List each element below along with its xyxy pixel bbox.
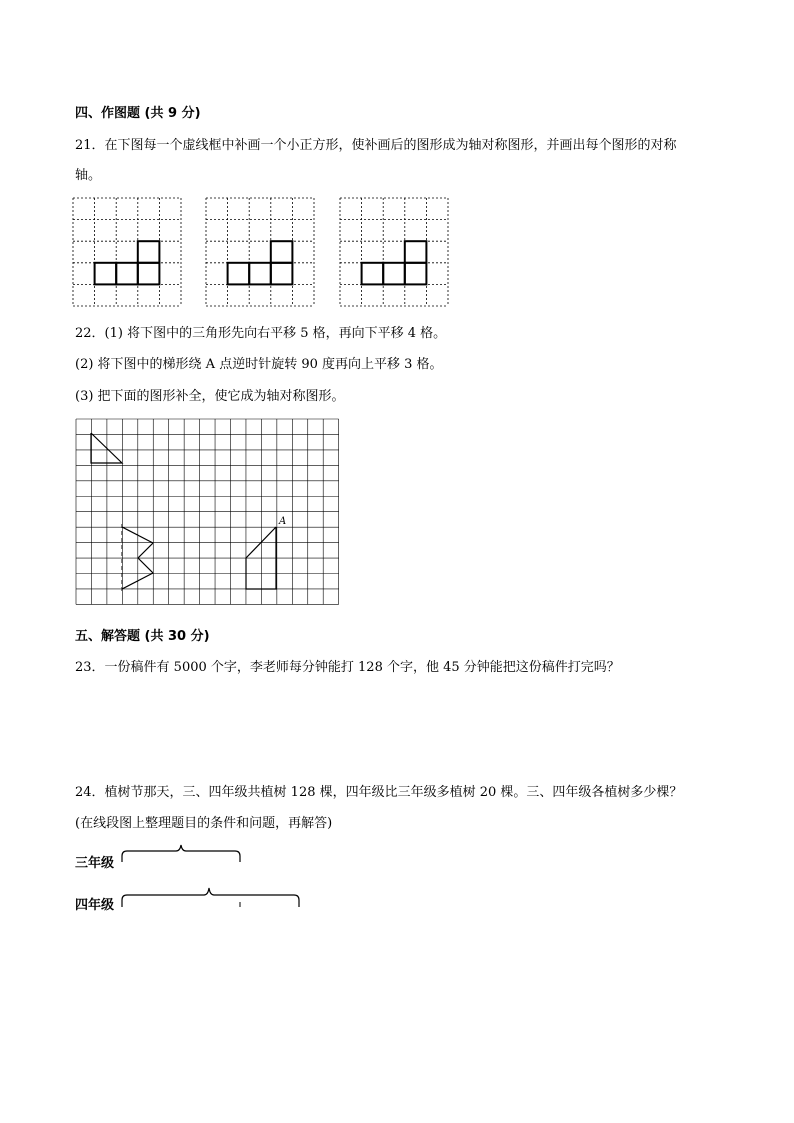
section-4-heading: 四、作图题 (共 9 分) xyxy=(75,106,201,121)
grade-3-label: 三年级 xyxy=(75,856,115,871)
section-5-heading: 五、解答题 (共 30 分) xyxy=(75,629,210,644)
question-21-line-1: 21．在下图每一个虚线框中补画一个小正方形，使补画后的图形成为轴对称图形，并画出每个图形的对称 xyxy=(75,138,677,153)
question-24-line-1: 24．植树节那天，三、四年级共植树 128 棵，四年级比三年级多植树 20 棵。三、四年级各植树多少棵？ xyxy=(75,785,683,800)
grade-4-label: 四年级 xyxy=(75,898,115,913)
grade-3-brace xyxy=(122,845,240,862)
grade-4-brace xyxy=(122,888,299,907)
question-22-line-1: 22．(1) 将下图中的三角形先向右平移 5 格，再向下平移 4 格。 xyxy=(75,326,447,341)
question-22-line-3: (3) 把下面的图形补全，使它成为轴对称图形。 xyxy=(75,389,345,404)
question-22-line-2: (2) 将下图中的梯形绕 A 点逆时针旋转 90 度再向上平移 3 格。 xyxy=(75,357,443,372)
point-a-label: A xyxy=(279,516,287,527)
question-23-text: 23．一份稿件有 5000 个字，李老师每分钟能打 128 个字，他 45 分钟能把这份稿件打完吗？ xyxy=(75,660,620,675)
question-24-line-2: (在线段图上整理题目的条件和问题，再解答) xyxy=(75,816,333,831)
question-21-line-2: 轴。 xyxy=(75,168,102,183)
